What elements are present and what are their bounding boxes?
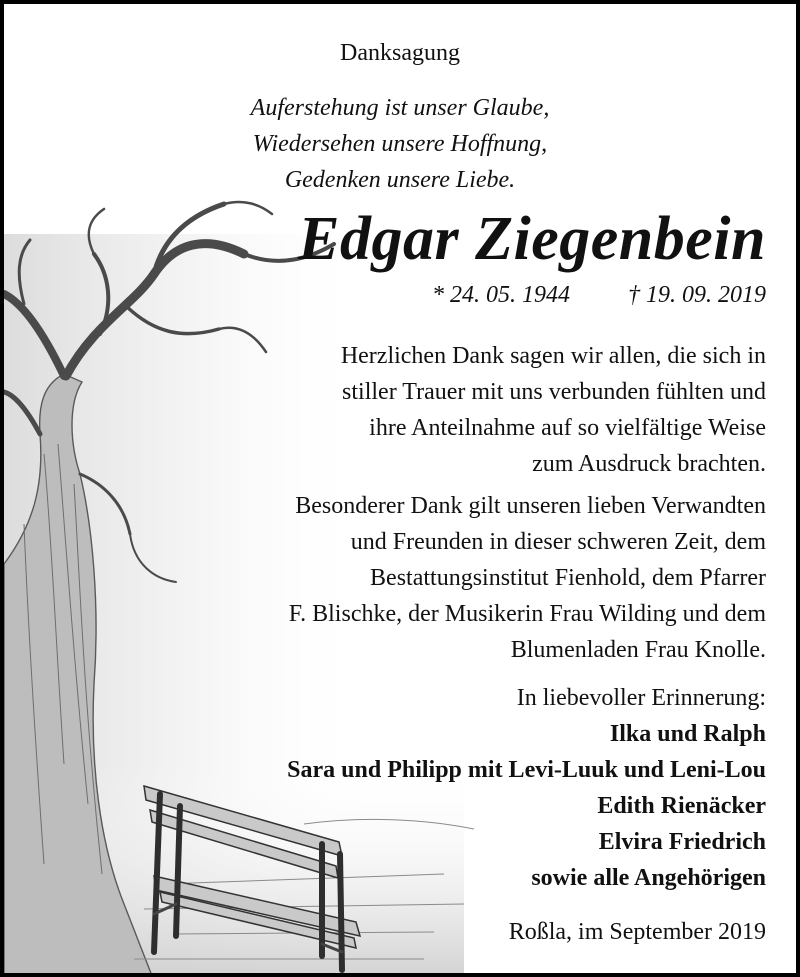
special-thanks-line-1: Besonderer Dank gilt unseren lieben Verwandten: [295, 493, 766, 519]
place-and-date: Roßla, im September 2019: [508, 919, 766, 945]
remembrance-line: In liebevoller Erinnerung:: [516, 685, 766, 711]
special-thanks-line-5: Blumenladen Frau Knolle.: [510, 637, 766, 663]
notice-heading: Danksagung: [340, 40, 460, 66]
mourner-5: sowie alle Angehörigen: [531, 865, 766, 891]
thanks-line-1: Herzlichen Dank sagen wir allen, die sich in: [340, 343, 766, 369]
mourner-1: Ilka und Ralph: [609, 721, 766, 747]
mourner-2: Sara und Philipp mit Levi-Luuk und Leni-Lou: [287, 757, 766, 783]
thanks-line-3: ihre Anteilnahme auf so vielfältige Weise: [369, 415, 766, 441]
special-thanks-line-4: F. Blischke, der Musikerin Frau Wilding und dem: [288, 601, 766, 627]
special-thanks-line-2: und Freunden in dieser schweren Zeit, dem: [350, 529, 766, 555]
thanks-line-4: zum Ausdruck brachten.: [532, 451, 766, 477]
deceased-name: Edgar Ziegenbein: [298, 205, 766, 273]
verse-line-1: Auferstehung ist unser Glaube,: [250, 95, 550, 121]
mourner-4: Elvira Friedrich: [598, 829, 766, 855]
special-thanks-line-3: Bestattungsinstitut Fienhold, dem Pfarrer: [370, 565, 766, 591]
life-dates: [432, 282, 766, 309]
thanks-line-2: stiller Trauer mit uns verbunden fühlten und: [342, 379, 766, 405]
death-date: † 19. 09. 2019: [628, 282, 766, 308]
birth-date: * 24. 05. 1944: [432, 282, 570, 308]
verse-line-3: Gedenken unsere Liebe.: [284, 167, 516, 193]
verse-line-2: Wiedersehen unsere Hoffnung,: [252, 131, 548, 157]
mourner-3: Edith Rienäcker: [597, 793, 766, 819]
